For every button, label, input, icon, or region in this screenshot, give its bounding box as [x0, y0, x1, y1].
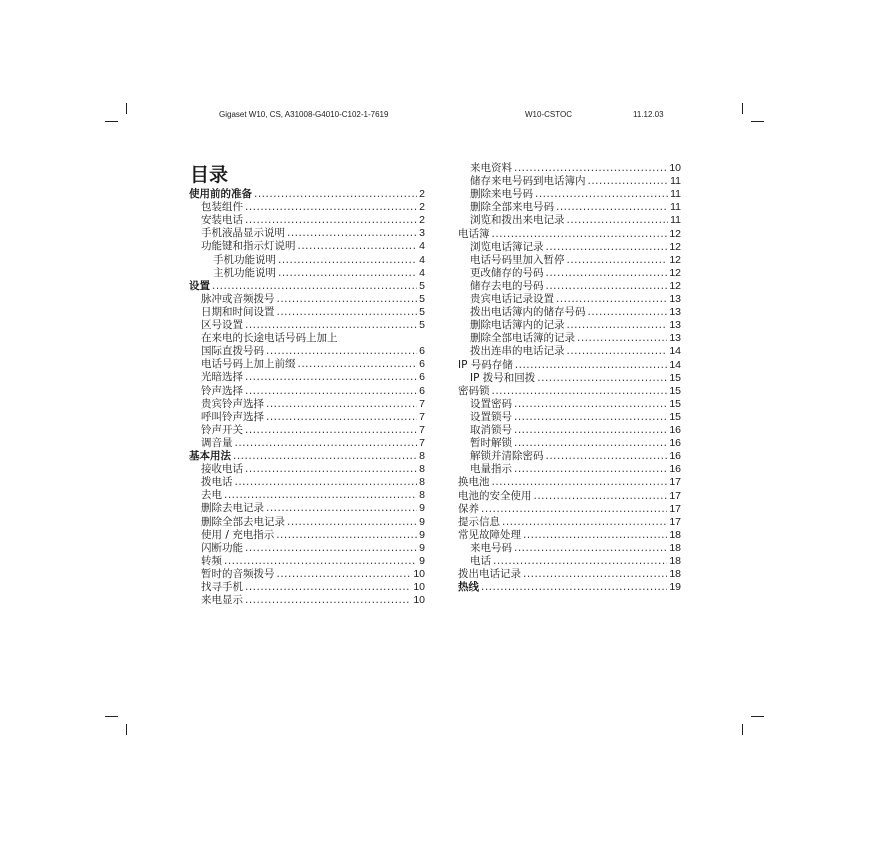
toc-entry-page: 6: [419, 345, 425, 358]
toc-dot-leader: [535, 188, 668, 201]
toc-entry-page: 13: [669, 332, 681, 345]
toc-entry-title: 调音量: [201, 436, 233, 449]
toc-dot-leader: [481, 503, 667, 516]
toc-entry[interactable]: [189, 280, 425, 293]
toc-entry-page: 17: [669, 515, 681, 528]
toc-entry-title: 安装电话: [201, 214, 243, 227]
crop-mark-bottom-left-v: [126, 724, 127, 735]
toc-dot-leader: [224, 489, 417, 502]
toc-entry[interactable]: [470, 542, 681, 555]
toc-entry-page: 14: [669, 358, 681, 371]
toc-dot-leader: [245, 214, 417, 227]
toc-entry-title: 来电显示: [201, 594, 243, 607]
toc-dot-leader: [556, 293, 667, 306]
toc-dot-leader: [523, 568, 667, 581]
toc-entry[interactable]: [470, 437, 681, 450]
toc-entry[interactable]: [189, 188, 425, 201]
toc-entry-page: 5: [419, 292, 425, 305]
toc-entry-title: 贵宾铃声选择: [201, 397, 264, 410]
toc-entry[interactable]: [201, 476, 425, 489]
toc-entry[interactable]: [470, 398, 681, 411]
toc-entry-page: 17: [669, 502, 681, 515]
toc-entry[interactable]: [458, 529, 681, 542]
toc-entry-page: 18: [669, 568, 681, 581]
toc-entry[interactable]: [201, 371, 425, 384]
toc-entry[interactable]: [201, 502, 425, 515]
toc-entry-title: 拨出电话记录: [458, 568, 521, 581]
toc-entry[interactable]: [470, 424, 681, 437]
toc-entry[interactable]: [470, 254, 681, 267]
toc-entry-title: 在来电的长途电话号码上加上: [201, 332, 338, 345]
toc-entry-page: 14: [669, 345, 681, 358]
toc-entry-title: 日期和时间设置: [201, 305, 275, 318]
toc-entry-page: 11: [670, 201, 681, 214]
toc-entry-page: 9: [419, 528, 425, 541]
toc-entry-title: 删除来电号码: [470, 188, 533, 201]
toc-entry[interactable]: [201, 358, 425, 371]
toc-entry-title: 保养: [458, 502, 479, 515]
toc-dot-leader: [224, 555, 417, 568]
toc-entry[interactable]: [458, 568, 681, 581]
toc-entry-page: 15: [669, 397, 681, 410]
toc-dot-leader: [546, 450, 668, 463]
toc-entry-page: 8: [419, 476, 425, 489]
toc-entry[interactable]: [470, 306, 681, 319]
toc-entry-page: 10: [413, 594, 425, 607]
toc-entry-page: 12: [669, 240, 681, 253]
crop-mark-top-left-h: [105, 121, 118, 122]
toc-entry-title: 呼叫铃声选择: [201, 410, 264, 423]
crop-mark-top-right-v: [742, 103, 743, 114]
toc-entry-page: 7: [419, 410, 425, 423]
toc-entry-title: 删除电话簿内的记录: [470, 319, 565, 332]
toc-entry-title: 电话号码里加入暂停: [470, 253, 565, 266]
toc-dot-leader: [287, 227, 417, 240]
toc-entry[interactable]: [470, 214, 681, 227]
toc-entry[interactable]: [201, 581, 425, 594]
toc-dot-leader: [278, 267, 417, 280]
toc-entry-page: 9: [419, 541, 425, 554]
toc-entry-page: 16: [669, 424, 681, 436]
toc-entry-page: 10: [413, 567, 425, 580]
crop-mark-bottom-left-h: [105, 716, 118, 717]
toc-entry[interactable]: [201, 293, 425, 306]
toc-entry[interactable]: [213, 254, 425, 267]
toc-dot-leader: [298, 358, 418, 371]
toc-entry-title: 密码锁: [458, 384, 490, 397]
toc-dot-leader: [233, 450, 417, 463]
toc-entry-title: 换电池: [458, 476, 490, 489]
toc-entry-page: 9: [419, 554, 425, 567]
toc-entry-title: 贵宾电话记录设置: [470, 293, 554, 305]
toc-dot-leader: [277, 306, 418, 319]
toc-entry[interactable]: [470, 319, 681, 332]
toc-dot-leader: [514, 424, 667, 437]
toc-entry[interactable]: [201, 555, 425, 568]
toc-dot-leader: [245, 581, 411, 594]
toc-entry-page: 12: [669, 279, 681, 292]
toc-entry-page: 4: [419, 266, 425, 279]
toc-entry-page: 13: [669, 319, 681, 332]
toc-dot-leader: [514, 542, 667, 555]
toc-entry-page: 4: [419, 240, 425, 253]
toc-dot-leader: [514, 398, 667, 411]
toc-entry-page: 12: [669, 266, 681, 279]
toc-entry-title: 铃声开关: [201, 423, 243, 436]
toc-dot-leader: [287, 516, 417, 529]
toc-dot-leader: [546, 241, 668, 254]
toc-entry-title: 删除全部去电记录: [201, 515, 285, 528]
toc-dot-leader: [534, 490, 668, 503]
toc-dot-leader: [212, 280, 417, 293]
toc-entry[interactable]: [470, 463, 681, 476]
toc-entry-title: 手机功能说明: [213, 253, 276, 266]
toc-entry-page: 16: [669, 437, 681, 450]
toc-entry[interactable]: [201, 345, 425, 358]
toc-entry[interactable]: [201, 489, 425, 502]
toc-dot-leader: [502, 516, 667, 529]
toc-entry-page: 4: [419, 253, 425, 266]
toc-entry-title: 脉冲或音频拨号: [201, 292, 275, 305]
toc-entry-title: 解锁并清除密码: [470, 450, 544, 463]
toc-entry-title: IP 号码存储: [458, 358, 513, 371]
toc-entry[interactable]: [201, 529, 425, 542]
toc-dot-leader: [546, 280, 668, 293]
toc-dot-leader: [515, 359, 668, 372]
toc-entry[interactable]: [201, 332, 425, 345]
toc-entry-title: 暂时解锁: [470, 437, 512, 450]
toc-dot-leader: [567, 319, 668, 332]
toc-dot-leader: [276, 529, 417, 542]
toc-dot-leader: [266, 411, 417, 424]
toc-entry-title: 区号设置: [201, 319, 243, 331]
toc-dot-leader: [235, 476, 418, 489]
toc-dot-leader: [514, 411, 667, 424]
toc-entry-title: 使用前的准备: [189, 188, 252, 200]
toc-entry-page: 2: [419, 201, 425, 214]
toc-dot-leader: [492, 385, 668, 398]
toc-dot-leader: [577, 332, 667, 345]
toc-entry[interactable]: [470, 293, 681, 306]
toc-dot-leader: [266, 502, 417, 515]
toc-dot-leader: [245, 319, 417, 332]
toc-entry[interactable]: [201, 201, 425, 214]
toc-entry[interactable]: [201, 424, 425, 437]
toc-entry-page: 16: [669, 463, 681, 476]
toc-entry-page: 15: [669, 371, 681, 384]
toc-entry[interactable]: [470, 280, 681, 293]
toc-entry-title: 暂时的音频拨号: [201, 567, 275, 580]
toc-entry[interactable]: [458, 359, 681, 372]
toc-dot-leader: [567, 214, 669, 227]
header-code: W10-CSTOC: [525, 110, 572, 119]
toc-entry-page: 13: [669, 306, 681, 319]
toc-entry-title: 电量指示: [470, 463, 512, 476]
toc-dot-leader: [277, 293, 418, 306]
toc-entry-page: 8: [419, 450, 425, 462]
toc-entry-page: 19: [669, 581, 681, 594]
toc-entry[interactable]: [470, 411, 681, 424]
toc-entry-title: 热线: [458, 581, 479, 594]
toc-dot-leader: [567, 254, 668, 267]
toc-entry-title: 闪断功能: [201, 541, 243, 554]
crop-mark-bottom-right-v: [742, 724, 743, 735]
toc-entry-title: 接收电话: [201, 463, 243, 476]
toc-entry-title: 更改储存的号码: [470, 266, 544, 279]
toc-entry-title: 设置锁号: [470, 410, 512, 423]
toc-entry[interactable]: [201, 398, 425, 411]
toc-entry[interactable]: [470, 162, 681, 175]
toc-entry-page: 18: [669, 541, 681, 554]
toc-dot-leader: [235, 437, 418, 450]
toc-entry[interactable]: [201, 240, 425, 253]
toc-dot-leader: [245, 542, 417, 555]
toc-dot-leader: [245, 385, 417, 398]
toc-entry-title: 电话: [470, 555, 491, 567]
toc-entry-title: 电池的安全使用: [458, 489, 532, 502]
toc-entry-page: 10: [413, 581, 425, 593]
toc-entry[interactable]: [213, 267, 425, 280]
toc-entry[interactable]: [458, 385, 681, 398]
toc-entry-page: 5: [419, 305, 425, 318]
toc-dot-leader: [492, 228, 668, 241]
toc-entry[interactable]: [201, 411, 425, 424]
toc-entry[interactable]: [201, 306, 425, 319]
toc-entry[interactable]: [201, 437, 425, 450]
toc-entry-title: 储存来电号码到电话簿内: [470, 175, 586, 188]
toc-entry-page: 6: [419, 371, 425, 384]
toc-entry-page: 7: [419, 397, 425, 410]
toc-entry-title: 拨出电话簿内的储存号码: [470, 306, 586, 319]
toc-dot-leader: [567, 345, 668, 358]
toc-entry-title: IP 拨号和回拨: [470, 371, 536, 384]
toc-entry[interactable]: [470, 175, 681, 188]
toc-entry-title: 光暗选择: [201, 371, 243, 384]
toc-entry[interactable]: [201, 542, 425, 555]
toc-entry-title: 设置: [189, 279, 210, 292]
toc-entry-title: 取消锁号: [470, 424, 512, 436]
toc-entry[interactable]: [201, 463, 425, 476]
toc-entry-title: 去电: [201, 489, 222, 502]
toc-entry-page: 17: [669, 489, 681, 502]
toc-entry[interactable]: [201, 227, 425, 240]
toc-entry-page: 2: [419, 214, 425, 227]
toc-entry-title: 转频: [201, 554, 222, 567]
toc-entry[interactable]: [458, 503, 681, 516]
toc-entry-page: 10: [669, 162, 681, 174]
toc-entry-page: 16: [669, 450, 681, 463]
toc-entry[interactable]: [470, 372, 681, 385]
toc-entry-title: 删除全部来电号码: [470, 201, 554, 214]
toc-entry-title: 浏览和拨出来电记录: [470, 214, 565, 227]
toc-entry[interactable]: [470, 241, 681, 254]
toc-entry-page: 13: [669, 293, 681, 305]
toc-entry-title: 设置密码: [470, 397, 512, 410]
toc-dot-leader: [514, 437, 667, 450]
toc-entry-title: 主机功能说明: [213, 266, 276, 279]
toc-dot-leader: [537, 372, 667, 385]
toc-entry-title: 找寻手机: [201, 581, 243, 593]
toc-entry[interactable]: [201, 319, 425, 332]
toc-dot-leader: [298, 240, 418, 253]
toc-entry-page: 11: [670, 188, 681, 201]
toc-dot-leader: [514, 463, 667, 476]
toc-entry-title: 电话簿: [458, 227, 490, 240]
toc-entry[interactable]: [470, 188, 681, 201]
toc-entry-page: 12: [669, 253, 681, 266]
toc-entry[interactable]: [458, 490, 681, 503]
header-doc-info: Gigaset W10, CS, A31008-G4010-C102-1-7619: [219, 110, 389, 119]
toc-dot-leader: [277, 568, 412, 581]
toc-entry[interactable]: [201, 594, 425, 607]
toc-entry-page: 7: [419, 436, 425, 449]
toc-entry-page: 18: [669, 555, 681, 567]
toc-title: 目录: [190, 164, 229, 186]
toc-dot-leader: [492, 476, 668, 489]
toc-entry-page: 15: [669, 384, 681, 397]
toc-dot-leader: [245, 463, 417, 476]
toc-entry-page: 9: [419, 502, 425, 515]
toc-entry-title: 基本用法: [189, 450, 231, 462]
toc-entry[interactable]: [458, 228, 681, 241]
crop-mark-bottom-right-h: [751, 716, 764, 717]
toc-entry-title: 常见故障处理: [458, 528, 521, 541]
toc-dot-leader: [266, 398, 417, 411]
toc-entry[interactable]: [470, 345, 681, 358]
toc-dot-leader: [523, 529, 667, 542]
toc-entry[interactable]: [458, 516, 681, 529]
toc-dot-leader: [588, 175, 669, 188]
toc-entry[interactable]: [470, 201, 681, 214]
toc-dot-leader: [556, 201, 668, 214]
toc-dot-leader: [245, 594, 411, 607]
toc-entry-title: 手机液晶显示说明: [201, 227, 285, 240]
toc-dot-leader: [245, 424, 417, 437]
toc-entry[interactable]: [201, 568, 425, 581]
crop-mark-top-right-h: [751, 121, 764, 122]
toc-entry-title: 浏览电话簿记录: [470, 240, 544, 253]
toc-entry[interactable]: [470, 267, 681, 280]
toc-dot-leader: [493, 555, 667, 568]
toc-entry[interactable]: [470, 332, 681, 345]
toc-entry-page: 6: [419, 384, 425, 397]
toc-entry-title: 来电号码: [470, 541, 512, 554]
toc-dot-leader: [266, 345, 417, 358]
toc-entry-page: 15: [669, 410, 681, 423]
toc-entry[interactable]: [201, 385, 425, 398]
toc-entry-page: 12: [669, 227, 681, 240]
toc-entry-title: 拨电话: [201, 476, 233, 489]
toc-dot-leader: [514, 162, 667, 175]
toc-entry-page: 5: [419, 279, 425, 292]
toc-entry-title: 使用 / 充电指示: [201, 528, 275, 541]
toc-entry-page: 18: [669, 528, 681, 541]
toc-entry-page: 17: [669, 476, 681, 489]
toc-entry-title: 提示信息: [458, 515, 500, 528]
toc-dot-leader: [278, 254, 417, 267]
toc-dot-leader: [245, 371, 417, 384]
toc-entry[interactable]: [189, 450, 425, 463]
toc-entry[interactable]: [470, 555, 681, 568]
toc-entry[interactable]: [458, 581, 681, 594]
toc-entry-page: 3: [419, 227, 425, 240]
toc-entry-page: 2: [419, 188, 425, 200]
toc-entry-title: 删除去电记录: [201, 502, 264, 515]
toc-entry-page: 7: [419, 423, 425, 436]
toc-entry[interactable]: [201, 516, 425, 529]
toc-entry-title: 包装组件: [201, 201, 243, 214]
toc-entry-page: 11: [670, 175, 681, 188]
toc-entry[interactable]: [458, 476, 681, 489]
toc-entry-page: 6: [419, 358, 425, 371]
toc-entry[interactable]: [470, 450, 681, 463]
toc-dot-leader: [546, 267, 668, 280]
toc-entry[interactable]: [201, 214, 425, 227]
toc-entry-title: 铃声选择: [201, 384, 243, 397]
toc-entry-title: 来电资料: [470, 162, 512, 174]
toc-entry-title: 删除全部电话簿的记录: [470, 332, 575, 345]
toc-entry-page: 11: [670, 214, 681, 227]
toc-dot-leader: [481, 581, 667, 594]
toc-dot-leader: [245, 201, 417, 214]
toc-entry-page: 8: [419, 489, 425, 502]
toc-entry-title: 储存去电的号码: [470, 279, 544, 292]
toc-entry-title: 拨出连串的电话记录: [470, 345, 565, 358]
toc-entry-page: 8: [419, 463, 425, 476]
toc-entry-title: 国际直拨号码: [201, 345, 264, 358]
toc-dot-leader: [588, 306, 668, 319]
header-date: 11.12.03: [633, 110, 664, 119]
toc-entry-title: 功能键和指示灯说明: [201, 240, 296, 253]
toc-entry-page: 5: [419, 319, 425, 331]
crop-mark-top-left-v: [126, 103, 127, 114]
toc-dot-leader: [254, 188, 417, 201]
toc-entry-title: 电话号码上加上前缀: [201, 358, 296, 371]
toc-entry-page: 9: [419, 515, 425, 528]
